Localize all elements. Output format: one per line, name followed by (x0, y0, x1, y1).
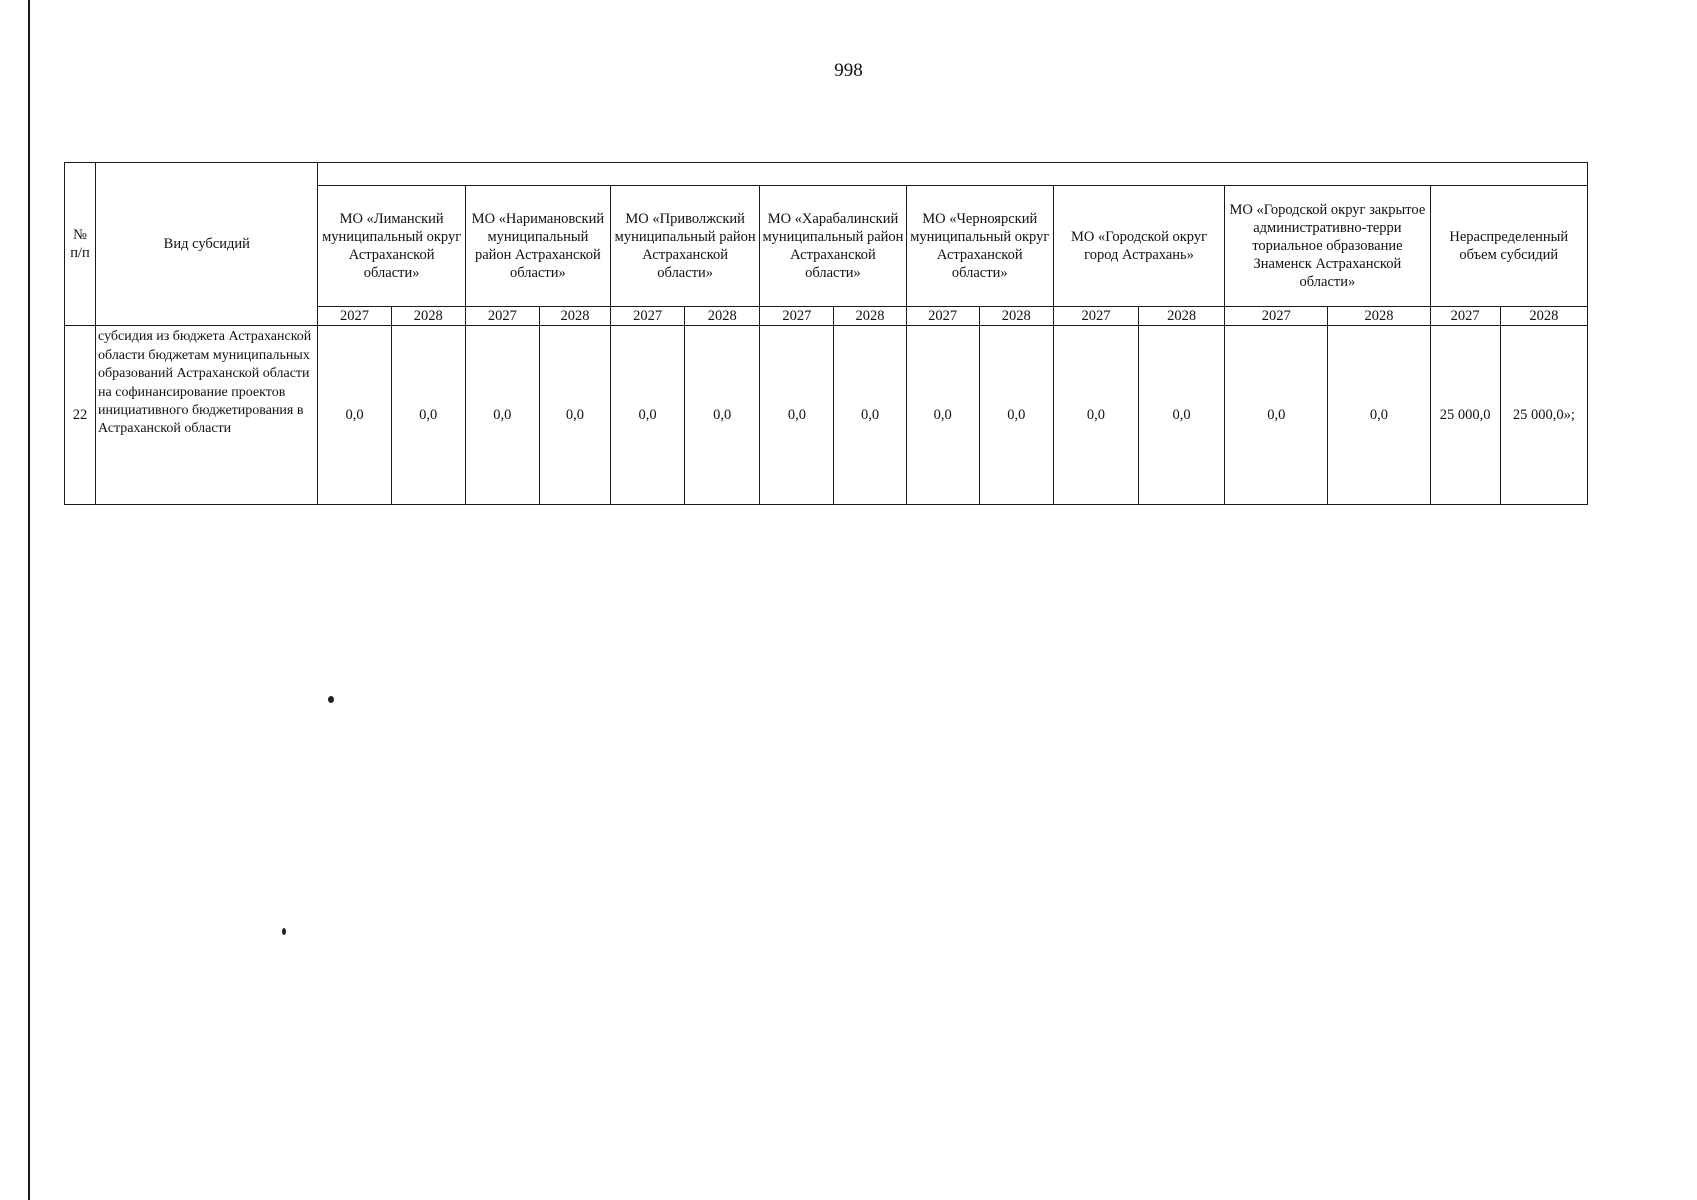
year-header: 2028 (1139, 307, 1225, 326)
year-header: 2028 (979, 307, 1053, 326)
scan-speck (282, 928, 286, 935)
unallocated-header: Нераспределенный объем субсидий (1430, 186, 1587, 307)
year-header: 2027 (465, 307, 539, 326)
value-cell: 25 000,0»; (1500, 326, 1587, 505)
page-number: 998 (834, 60, 863, 81)
municipality-header: МО «Городской округ закрытое административно-терри ториальное образование Знаменск Астраханской области» (1225, 186, 1430, 307)
subsidy-type-cell: субсидия из бюджета Астраханской области бюджетам муниципальных образований Астраханской области на софинансирование проектов инициативного бюджетирования в Астраханской области (96, 326, 318, 505)
year-header: 2027 (611, 307, 685, 326)
year-header: 2028 (685, 307, 760, 326)
header-top-row (65, 163, 1588, 186)
value-cell: 0,0 (685, 326, 760, 505)
year-header: 2028 (1500, 307, 1587, 326)
value-cell: 25 000,0 (1430, 326, 1500, 505)
value-cell: 0,0 (318, 326, 391, 505)
row-number: 22 (65, 326, 96, 505)
year-header: 2027 (1225, 307, 1328, 326)
year-header: 2027 (760, 307, 834, 326)
subsidy-table (64, 162, 1588, 505)
municipality-header: МО «Харабалинский муниципальный район Астраханской области» (760, 186, 906, 307)
scan-edge-line (28, 0, 30, 1200)
municipality-header: МО «Черноярский муниципальный округ Астраханской области» (906, 186, 1053, 307)
municipality-header: МО «Наримановский муниципальный район Астраханской области» (465, 186, 610, 307)
municipality-header: МО «Городской округ город Астрахань» (1053, 186, 1224, 307)
value-cell: 0,0 (906, 326, 979, 505)
year-header: 2027 (318, 307, 391, 326)
year-header: 2027 (1053, 307, 1138, 326)
year-header: 2028 (834, 307, 906, 326)
scan-speck (328, 696, 334, 703)
value-cell: 0,0 (1139, 326, 1225, 505)
municipality-header: МО «Приволжский муниципальный район Астраханской области» (611, 186, 760, 307)
year-header: 2027 (1430, 307, 1500, 326)
value-cell: 0,0 (979, 326, 1053, 505)
value-cell: 0,0 (539, 326, 610, 505)
value-cell: 0,0 (391, 326, 465, 505)
value-cell: 0,0 (760, 326, 834, 505)
year-header: 2028 (1328, 307, 1430, 326)
col-num-header: № п/п (65, 163, 96, 326)
value-cell: 0,0 (1328, 326, 1430, 505)
year-header: 2028 (539, 307, 610, 326)
table-row (65, 326, 1588, 505)
year-header: 2028 (391, 307, 465, 326)
value-cell: 0,0 (1225, 326, 1328, 505)
value-cell: 0,0 (465, 326, 539, 505)
municipality-header: МО «Лиманский муниципальный округ Астраханской области» (318, 186, 465, 307)
value-cell: 0,0 (611, 326, 685, 505)
value-cell: 0,0 (1053, 326, 1138, 505)
year-header: 2027 (906, 307, 979, 326)
col-type-header: Вид субсидий (96, 163, 318, 326)
municipalities-group-header (318, 163, 1588, 186)
value-cell: 0,0 (834, 326, 906, 505)
